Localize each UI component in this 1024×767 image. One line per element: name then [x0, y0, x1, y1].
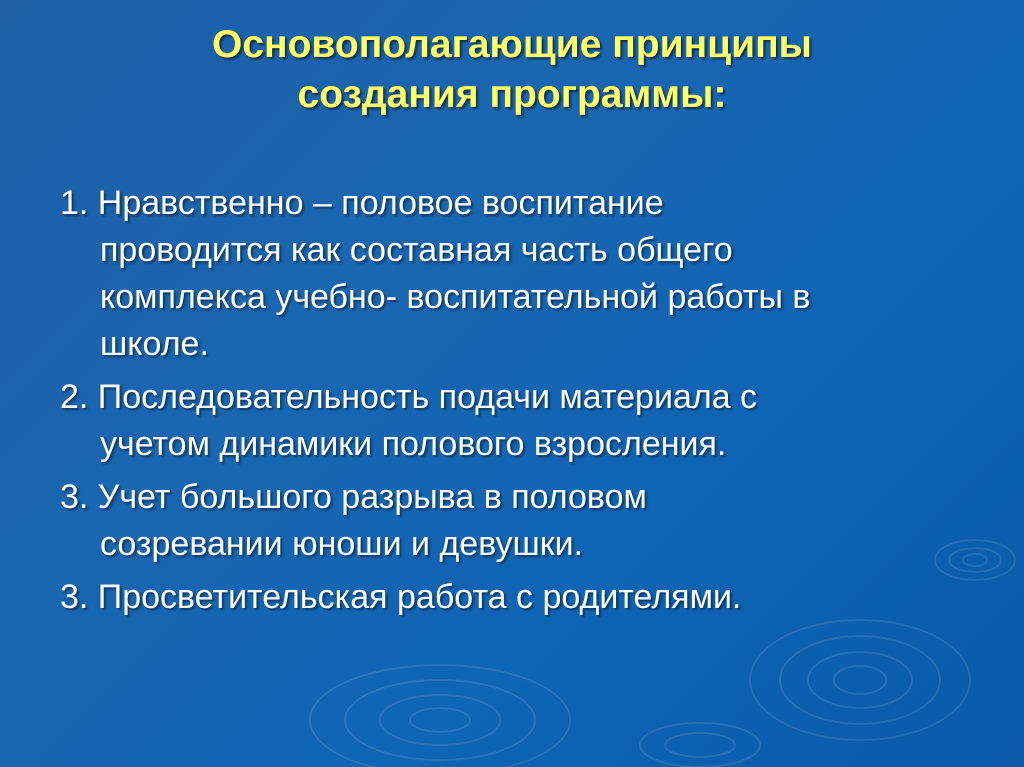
principle-1-line-4: школе.	[100, 325, 209, 363]
principles-list	[60, 180, 980, 627]
slide-title-line-2: создания программы:	[297, 73, 727, 116]
principle-3-line-1: 3. Учет большого разрыва в половом	[60, 478, 647, 516]
slide-title-line-1: Основополагающие принципы	[212, 23, 812, 66]
principle-item-1	[60, 180, 980, 368]
principle-2-line-2: учетом динамики полового взросления.	[100, 425, 727, 463]
principle-1-line-1: 1. Нравственно – половое воспитание	[60, 184, 664, 222]
principle-3-line-2: созревании юноши и девушки.	[100, 525, 584, 563]
principle-item-2	[60, 374, 980, 468]
principle-item-4	[60, 574, 980, 621]
principle-2-line-1: 2. Последовательность подачи материала с	[60, 378, 758, 416]
principle-item-3	[60, 474, 980, 568]
slide-title	[0, 20, 1024, 120]
principle-1-line-2: проводится как составная часть общего	[100, 231, 733, 269]
principle-4-line-1: 3. Просветительская работа с родителями.	[60, 578, 742, 616]
principle-1-line-3: комплекса учебно- воспитательной работы в	[100, 278, 811, 316]
